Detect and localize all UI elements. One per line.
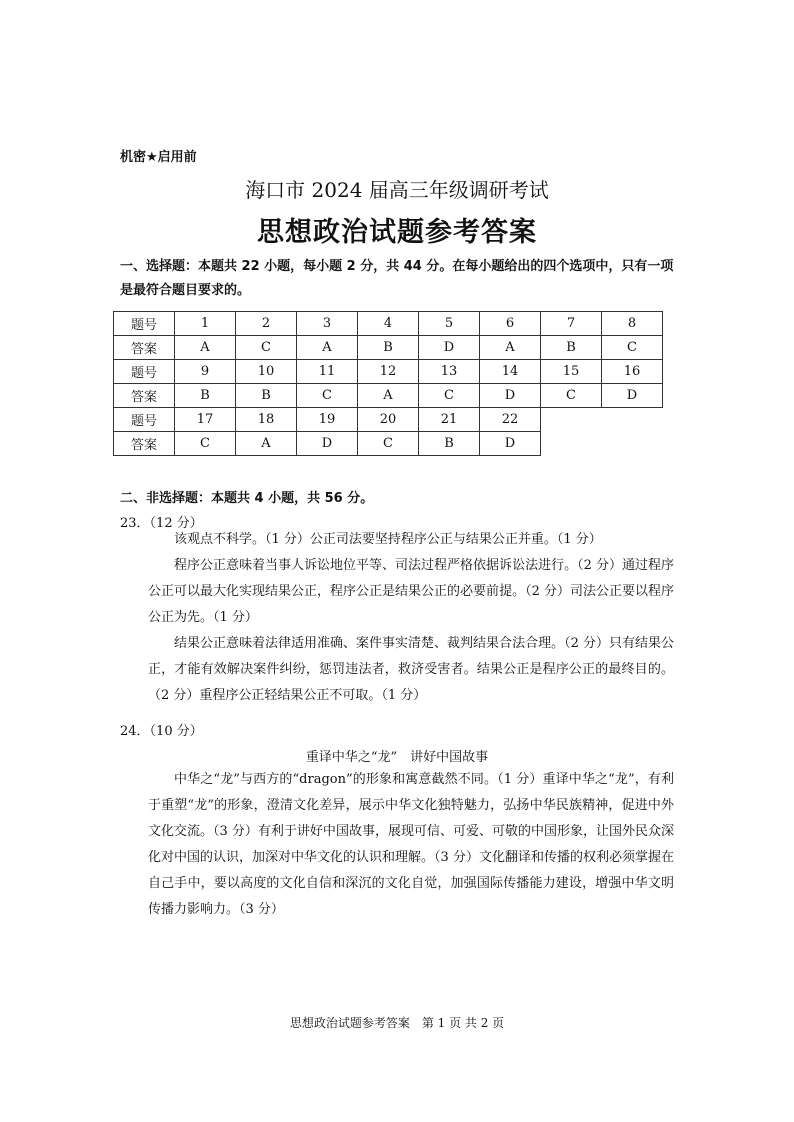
- answer-cell: C: [236, 336, 297, 360]
- question-number: 15: [541, 360, 602, 384]
- question-number: 18: [236, 408, 297, 432]
- answer-cell: D: [419, 336, 480, 360]
- question-number: 13: [419, 360, 480, 384]
- q23-paragraph-2: 程序公正意味着当事人诉讼地位平等、司法过程严格依据诉讼法进行。（2 分）通过程序公正可以最大化实现结果公正，程序公正是结果公正的必要前提。（2 分）司法公正要以程序公正为先。（1 分）: [148, 558, 674, 625]
- question-24-label: 24．（10 分）: [120, 724, 203, 739]
- question-number: 9: [175, 360, 236, 384]
- question-number: 16: [602, 360, 663, 384]
- empty-cell: [541, 408, 602, 432]
- question-number: 2: [236, 312, 297, 336]
- question-number: 4: [358, 312, 419, 336]
- q24-subtitle: 重译中华之“龙” 讲好中国故事: [305, 750, 489, 765]
- question-number: 14: [480, 360, 541, 384]
- section1-heading: 一、选择题：本题共 22 小题，每小题 2 分，共 44 分。在每小题给出的四个选项中，只有一项是最符合题目要求的。: [120, 259, 674, 298]
- exam-title: 海口市 2024 届高三年级调研考试: [245, 178, 549, 202]
- page-footer: 思想政治试题参考答案 第 1 页 共 2 页: [289, 1016, 505, 1030]
- answer-cell: A: [297, 336, 358, 360]
- row-label: 答案: [114, 384, 175, 408]
- table-row: [114, 360, 663, 384]
- row-label: 答案: [114, 432, 175, 456]
- question-number: 3: [297, 312, 358, 336]
- answer-cell: D: [602, 384, 663, 408]
- question-number: 8: [602, 312, 663, 336]
- question-number: 12: [358, 360, 419, 384]
- answer-cell: C: [175, 432, 236, 456]
- row-label: 题号: [114, 312, 175, 336]
- answer-cell: A: [480, 336, 541, 360]
- answer-cell: B: [358, 336, 419, 360]
- answer-cell: B: [175, 384, 236, 408]
- question-number: 22: [480, 408, 541, 432]
- question-number: 19: [297, 408, 358, 432]
- answer-cell: C: [541, 384, 602, 408]
- table-row: [114, 384, 663, 408]
- row-label: 答案: [114, 336, 175, 360]
- table-row: [114, 432, 663, 456]
- answer-cell: C: [297, 384, 358, 408]
- answer-cell: C: [602, 336, 663, 360]
- answer-cell: B: [236, 384, 297, 408]
- answer-cell: B: [419, 432, 480, 456]
- answer-cell: C: [419, 384, 480, 408]
- empty-cell: [602, 408, 663, 432]
- question-number: 17: [175, 408, 236, 432]
- answer-cell: D: [297, 432, 358, 456]
- question-23-label: 23．（12 分）: [120, 516, 203, 531]
- row-label: 题号: [114, 408, 175, 432]
- table-row: [114, 312, 663, 336]
- q24-paragraph-1: 中华之“龙”与西方的“dragon”的形象和寓意截然不同。（1 分）重译中华之“龙”，有利于重塑“龙”的形象，澄清文化差异，展示中华文化独特魅力，弘扬中华民族精神，促进中外文化交流。（3 分）有利于讲好中国故事，展现可信、可爱、可敬的中国形象，让国外民众深化对中国的认识，加深对中华文化的认识和理解。（3 分）文化翻译和传播的权利必须掌握在自己手中，要以高度的文化自信和深沉的文化自觉，加强国际传播能力建设，增强中华文明传播力影响力。（3 分）: [148, 772, 674, 917]
- document-title: 思想政治试题参考答案: [257, 217, 537, 248]
- question-number: 20: [358, 408, 419, 432]
- row-label: 题号: [114, 360, 175, 384]
- confidential-label: 机密★启用前: [120, 150, 197, 165]
- q23-paragraph-1: 该观点不科学。（1 分）公正司法要坚持程序公正与结果公正并重。（1 分）: [174, 532, 602, 547]
- question-number: 21: [419, 408, 480, 432]
- answer-cell: A: [358, 384, 419, 408]
- question-number: 11: [297, 360, 358, 384]
- answer-cell: A: [175, 336, 236, 360]
- answer-cell: C: [358, 432, 419, 456]
- answer-cell: A: [236, 432, 297, 456]
- question-number: 1: [175, 312, 236, 336]
- answer-cell: D: [480, 432, 541, 456]
- table-row: [114, 336, 663, 360]
- empty-cell: [602, 432, 663, 456]
- answer-cell: B: [541, 336, 602, 360]
- question-number: 6: [480, 312, 541, 336]
- empty-cell: [541, 432, 602, 456]
- table-row: [114, 408, 663, 432]
- section2-heading: 二、非选择题：本题共 4 小题，共 56 分。: [120, 491, 374, 506]
- question-number: 7: [541, 312, 602, 336]
- answer-table: [113, 311, 663, 456]
- question-number: 5: [419, 312, 480, 336]
- question-number: 10: [236, 360, 297, 384]
- answer-cell: D: [480, 384, 541, 408]
- q23-paragraph-3: 结果公正意味着法律适用准确、案件事实清楚、裁判结果合法合理。（2 分）只有结果公正，才能有效解决案件纠纷，惩罚违法者，救济受害者。结果公正是程序公正的最终目的。（2 分）重程序公正轻结果公正不可取。（1 分）: [148, 636, 674, 703]
